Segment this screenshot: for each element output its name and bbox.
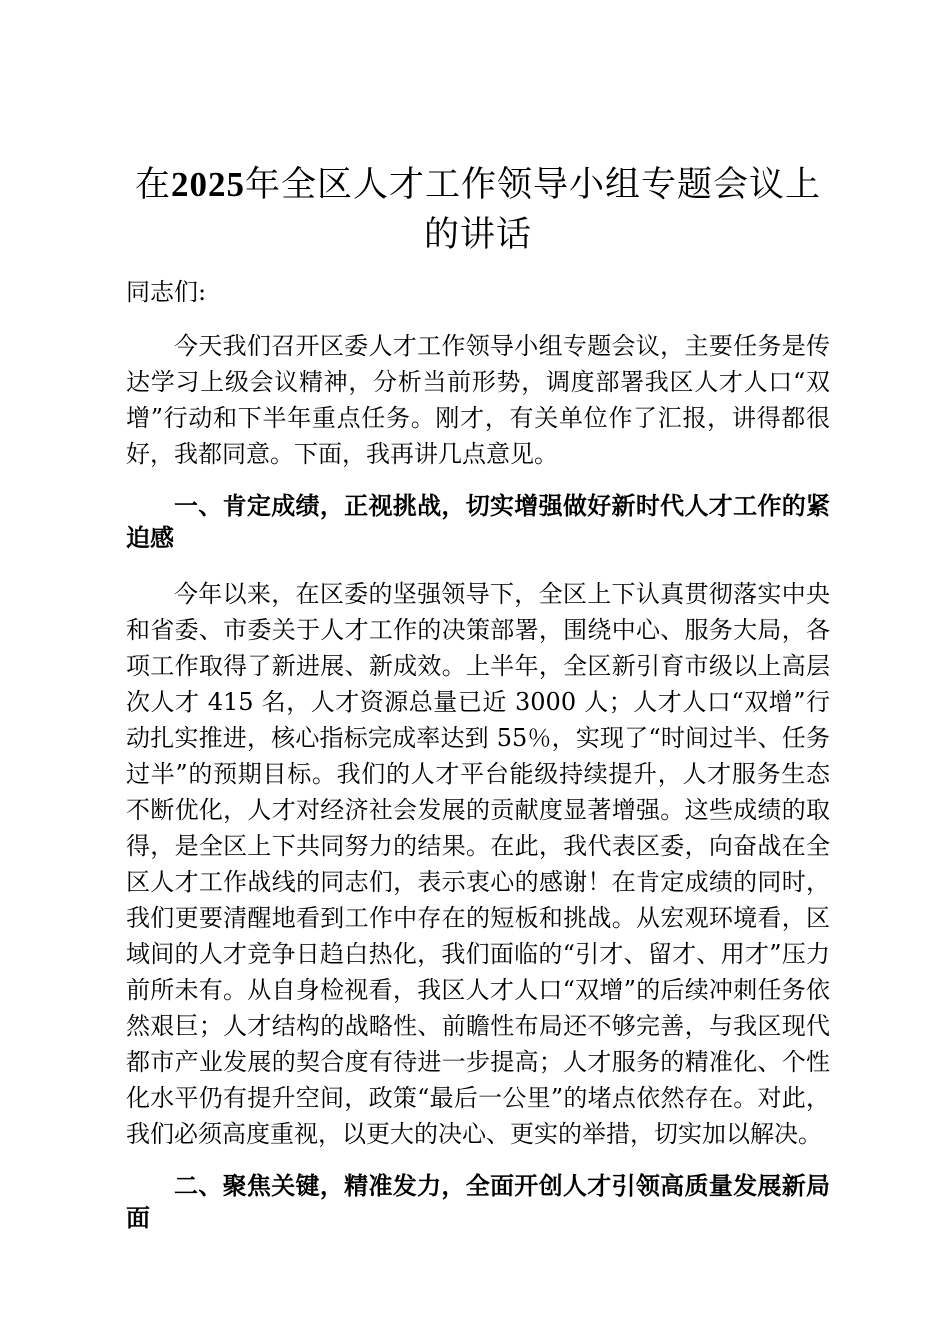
intro-paragraph: 今天我们召开区委人才工作领导小组专题会议，主要任务是传达学习上级会议精神，分析当前形势，调度部署我区人才人口“双增”行动和下半年重点任务。刚才，有关单位作了汇报，讲得都很好，我都同意。下面，我再讲几点意见。 — [126, 332, 830, 468]
document-page — [126, 160, 830, 1256]
title-year: 2025 — [171, 165, 245, 204]
section-2-heading: 二、聚焦关键，精准发力，全面开创人才引领高质量发展新局面 — [126, 1171, 830, 1232]
section-1-heading: 一、肯定成绩，正视挑战，切实增强做好新时代人才工作的紧迫感 — [126, 491, 830, 552]
title-prefix: 在 — [134, 165, 171, 205]
section-1-body: 今年以来，在区委的坚强领导下，全区上下认真贯彻落实中央和省委、市委关于人才工作的决策部署，围绕中心、服务大局，各项工作取得了新进展、新成效。上半年，全区新引育市级以上高层次人才 415 名，人才资源总量已近 3000 人；人才人口“双增”行动扎实推进，核心指标完成率达到 55％，实现了“时间过半、任务过半”的预期目标。我们的人才平台能级持续提升，人才服务生态不断优化，人才对经济社会发展的贡献度显著增强。这些成绩的取得，是全区上下共同努力的结果。在此，我代表区委，向奋战在全区人才工作战线的同志们，表示衷心的感谢！在肯定成绩的同时，我们更要清醒地看到工作中存在的短板和挑战。从宏观环境看，区域间的人才竞争日趋白热化，我们面临的“引才、留才、用才”压力前所未有。从自身检视看，我区人才人口“双增”的后续冲刺任务依然艰巨；人才结构的战略性、前瞻性布局还不够完善，与我区现代都市产业发展的契合度有待进一步提高；人才服务的精准化、个性化水平仍有提升空间，政策“最后一公里”的堵点依然存在。对此，我们必须高度重视，以更大的决心、更实的举措，切实加以解决。 — [126, 580, 830, 1148]
document-title — [126, 160, 830, 260]
salutation: 同志们: — [126, 278, 207, 306]
title-rest: 年全区人才工作领导小组专题会议上的讲话 — [245, 165, 822, 255]
